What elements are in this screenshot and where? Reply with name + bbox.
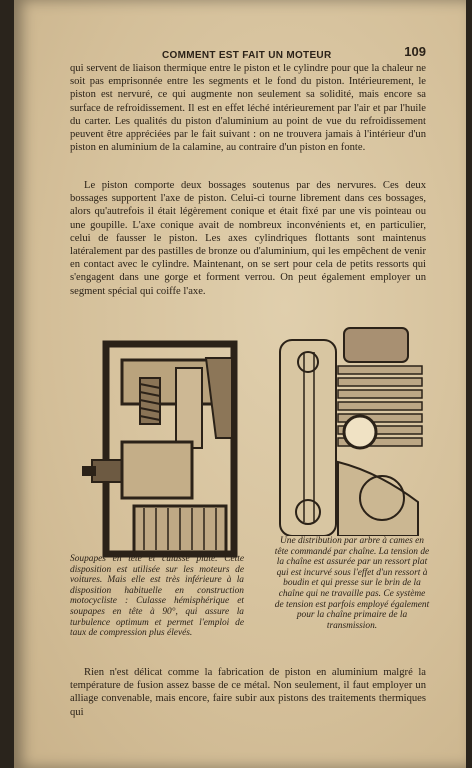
flat-head-engine-illustration xyxy=(82,338,240,570)
running-title: COMMENT EST FAIT UN MOTEUR xyxy=(162,50,332,61)
timing-chain-case xyxy=(280,340,336,536)
figures-block xyxy=(70,322,430,644)
overhead-cam-engine-illustration xyxy=(278,322,426,536)
paragraph-2: Le piston comporte deux bossages soutenus par des nervures. Ces deux bossages supportent l'axe de piston. Celui-ci tourne librement dans ces bossages, alors qu'autrefois il était légèrement conique et était fixé par une vis pointeau ou une goupille. L'axe conique avait de nombreux inconvénients et, en particulier, celui de fausser le piston. Les axes cylindriques flottants sont maintenus latéralement par des pastilles de bronze ou d'aluminium, qui les empêchent de venir en contact avec le cylindre. Maintenant, on se sert pour cela de petits ressorts qui s'engagent dans une gorge et forment verrou. On peut également employer un segment spécial qui coiffe l'axe. xyxy=(70,180,426,297)
cylinder-head xyxy=(122,360,220,404)
paragraph-1: qui servent de liaison thermique entre le piston et le cylindre pour que la chaleur ne soit pas emprisonnée entre les segments et le fond du piston. Intérieurement, le piston est nervuré, ce qui augmente non seulement sa solidité, mais encore sa surface de refroidissement. Il est en effet léché intérieurement par l'air et par l'huile du carter. Les qualités du piston d'aluminium au point de vue du refroidissement peuvent être appréciées par le fait suivant : on ne trouvera jamais à l'intérieur d'un piston en aluminium de la calamine, au contraire d'un piston en fonte. xyxy=(70,63,426,154)
crankcase xyxy=(338,462,418,536)
book-page xyxy=(14,0,466,768)
valve-stem xyxy=(176,368,202,448)
page-number: 109 xyxy=(404,44,426,59)
combustion-chamber xyxy=(122,442,192,498)
caption-left: Soupapes en tête et culasse plate. Cette disposition est utilisée sur les moteurs de voitures. Mais elle est très inférieure à la disposition habituelle en construction motocycliste : Culasse hémisphérique et soupapes en tête à 90°, qui assure la turbulence optimum et permet l'emploi de taux de compression plus élevés. xyxy=(70,554,244,639)
camshaft-housing xyxy=(344,328,408,362)
paragraph-3: Rien n'est délicat comme la fabrication de piston en aluminium malgré la température de fusion assez basse de ce métal. Non seulement, il faut employer un alliage convenable, mais encore, faire subir aux pistons des traitements thermiques qui xyxy=(70,667,426,718)
caption-right: Une distribution par arbre à cames en tête commandé par chaîne. La tension de la chaîne est assurée par un ressort plat qui est incurvé sous l'effet d'un ressort à boudin et qui presse sur le brin de la chaîne qui ne travaille pas. Ce système de tension est parfois employé également pour la chaîne primaire de la transmission. xyxy=(274,536,430,631)
exhaust-port xyxy=(344,416,376,448)
